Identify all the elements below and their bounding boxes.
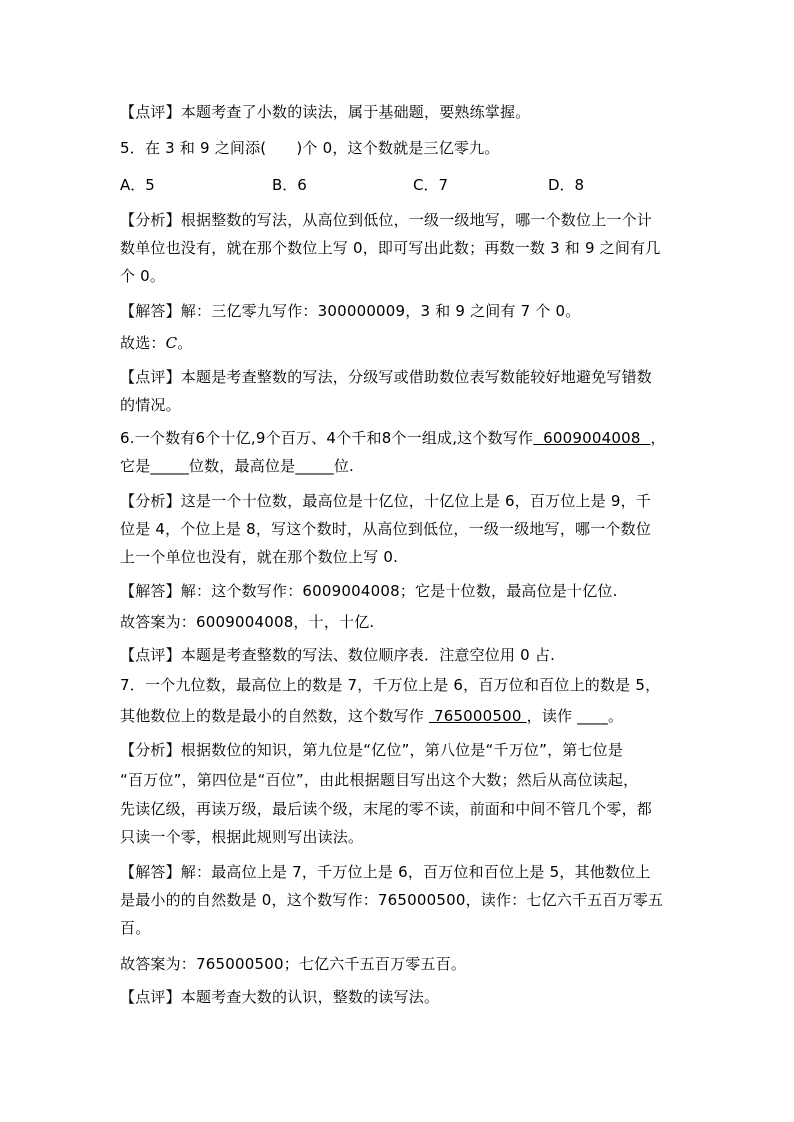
option-a: A．5: [120, 176, 155, 194]
analysis-line: 上一个单位也没有，就在那个数位上写 0.: [120, 548, 399, 566]
option-d: D．8: [548, 176, 585, 194]
question-6-punct: ，: [650, 429, 666, 447]
q7-read-blank: ____: [577, 707, 609, 725]
solution-line: 【解答】解：这个数写作：6009004008；它是十位数，最高位是十亿位.: [120, 582, 618, 600]
choice-line: [120, 333, 193, 353]
q6-blank-1: _____: [150, 457, 189, 475]
analysis-line: “百万位”，第四位是“百位”，由此根据题目写出这个大数；然后从高位读起，: [120, 771, 639, 789]
q7-answer-blank: 765000500: [428, 707, 527, 725]
question-5-text-a: 5．在 3 和 9 之间添(: [120, 139, 267, 157]
analysis-line: 【分析】这是一个十位数，最高位是十亿位，十亿位上是 6，百万位上是 9，千: [120, 492, 652, 510]
analysis-line: 个 0。: [120, 267, 166, 285]
analysis-line: 【分析】根据整数的写法，从高位到低位，一级一级地写，哪一个数位上一个计: [120, 211, 653, 229]
analysis-line: 只读一个零，根据此规则写出读法。: [120, 828, 364, 846]
solution-line: 是最小的的自然数是 0，这个数写作：765000500，读作：七亿六千五百万零五: [120, 891, 664, 909]
question-6-text: 6.一个数有6个十亿,9个百万、4个千和8个一组成,这个数写作: [120, 429, 534, 447]
question-5-text-b: )个 0，这个数就是三亿零九。: [296, 139, 500, 157]
analysis-line: 【分析】根据数位的知识，第九位是“亿位”，第八位是“千万位”，第七位是: [120, 741, 624, 759]
comment-line-q4: 【点评】本题考查了小数的读法，属于基础题，要熟练掌握。: [120, 103, 531, 121]
analysis-line: 先读亿级，再读万级，最后读个级，末尾的零不读，前面和中间不管几个零，都: [120, 800, 653, 818]
comment-line: 【点评】本题考查大数的认识，整数的读写法。: [120, 988, 440, 1006]
q6-text-a: 它是: [120, 457, 151, 475]
choice-answer: C: [165, 334, 178, 352]
q6-text-c: 位.: [333, 457, 354, 475]
comment-line: 的情况。: [120, 396, 181, 414]
q6-blank-2: _____: [295, 457, 334, 475]
question-6: [120, 428, 666, 448]
solution-line: 【解答】解：最高位上是 7，千万位上是 6，百万位和百位上是 5，其他数位上: [120, 863, 651, 881]
question-5: [120, 138, 500, 158]
question-7: 7．一个九位数，最高位上的数是 7，千万位上是 6，百万位和百位上的数是 5，: [120, 676, 661, 694]
solution-line: 【解答】解：三亿零九写作：300000009，3 和 9 之间有 7 个 0。: [120, 302, 581, 320]
comment-line: 【点评】本题是考查整数的写法、数位顺序表．注意空位用 0 占.: [120, 646, 556, 664]
q6-text-b: 位数，最高位是: [188, 457, 296, 475]
q7-text-c: 。: [608, 707, 624, 725]
choice-end: 。: [177, 334, 193, 352]
question-6-line-2: [120, 456, 354, 476]
question-6-answer-blank: 6009004008: [533, 429, 651, 447]
option-c: C．7: [413, 176, 449, 194]
analysis-line: 位是 4，个位上是 8，写这个数时，从高位到低位，一级一级地写，哪一个数位: [120, 520, 652, 538]
solution-line: 百。: [120, 919, 151, 937]
q7-text-a: 其他数位上的数是最小的自然数，这个数写作: [120, 707, 429, 725]
answer-line: 故答案为：765000500；七亿六千五百万零五百。: [120, 955, 467, 973]
option-b: B．6: [272, 176, 307, 194]
choice-label: 故选：: [120, 334, 166, 352]
q7-text-b: ，读作: [526, 707, 578, 725]
analysis-line: 数单位也没有，就在那个数位上写 0，即可写出此数；再数一数 3 和 9 之间有几: [120, 239, 661, 257]
comment-line: 【点评】本题是考查整数的写法，分级写或借助数位表写数能较好地避免写错数: [120, 368, 653, 386]
question-7-line-2: [120, 706, 623, 726]
answer-line: 故答案为：6009004008，十，十亿.: [120, 613, 375, 631]
